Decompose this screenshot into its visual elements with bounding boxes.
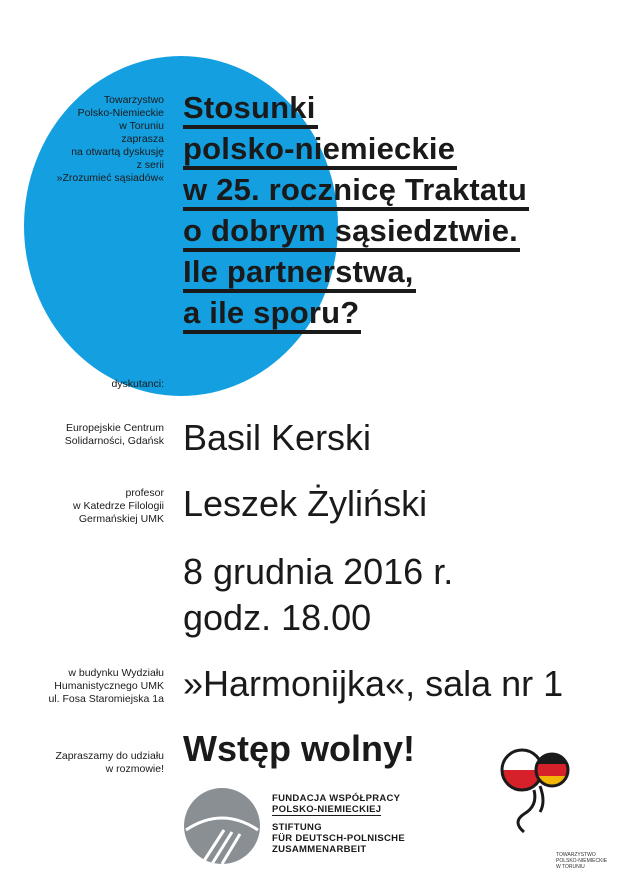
title-line: w 25. rocznicę Traktatu — [183, 172, 529, 211]
tpn-logo-text: TOWARZYSTWO POLSKO-NIEMIECKIE W TORUNIU — [556, 852, 608, 870]
event-title — [183, 90, 529, 336]
entry-free: Wstęp wolny! — [183, 728, 415, 769]
title-line: polsko-niemieckie — [183, 131, 457, 170]
panelist1-name: Basil Kerski — [183, 417, 372, 458]
panelist2-name: Leszek Żyliński — [183, 483, 428, 524]
invitation-text: Zapraszamy do udziału w rozmowie! — [55, 750, 164, 775]
organizer-intro: Towarzystwo Polsko-Niemieckie w Toruniu zaprasza na otwartą dyskusję z serii »Zrozumieć sąsiadów« — [56, 94, 164, 184]
foundation-name: FUNDACJA WSPÓŁPRACY POLSKO-NIEMIECKIEJ STIFTUNG FÜR DEUTSCH-POLNISCHE ZUSAMMENARBEIT — [272, 793, 405, 855]
event-time: godz. 18.00 — [183, 597, 372, 638]
fwpn-logo-icon — [182, 786, 262, 871]
venue-name: »Harmonijka«, sala nr 1 — [183, 663, 564, 704]
title-line: o dobrym sąsiedztwie. — [183, 213, 520, 252]
title-line: Ile partnerstwa, — [183, 254, 416, 293]
panelist1-affiliation: Europejskie Centrum Solidarności, Gdańsk — [64, 422, 164, 447]
panelists-label: dyskutanci: — [111, 378, 164, 390]
title-line: a ile sporu? — [183, 295, 361, 334]
panelist2-affiliation: profesor w Katedrze Filologii Germańskiej UMK — [72, 487, 164, 525]
title-line: Stosunki — [183, 90, 318, 129]
tpn-logo-icon — [498, 746, 578, 843]
event-date: 8 grudnia 2016 r. — [183, 551, 454, 592]
venue-address: w budynku Wydziału Humanistycznego UMK ul. Fosa Staromiejska 1a — [48, 667, 164, 705]
